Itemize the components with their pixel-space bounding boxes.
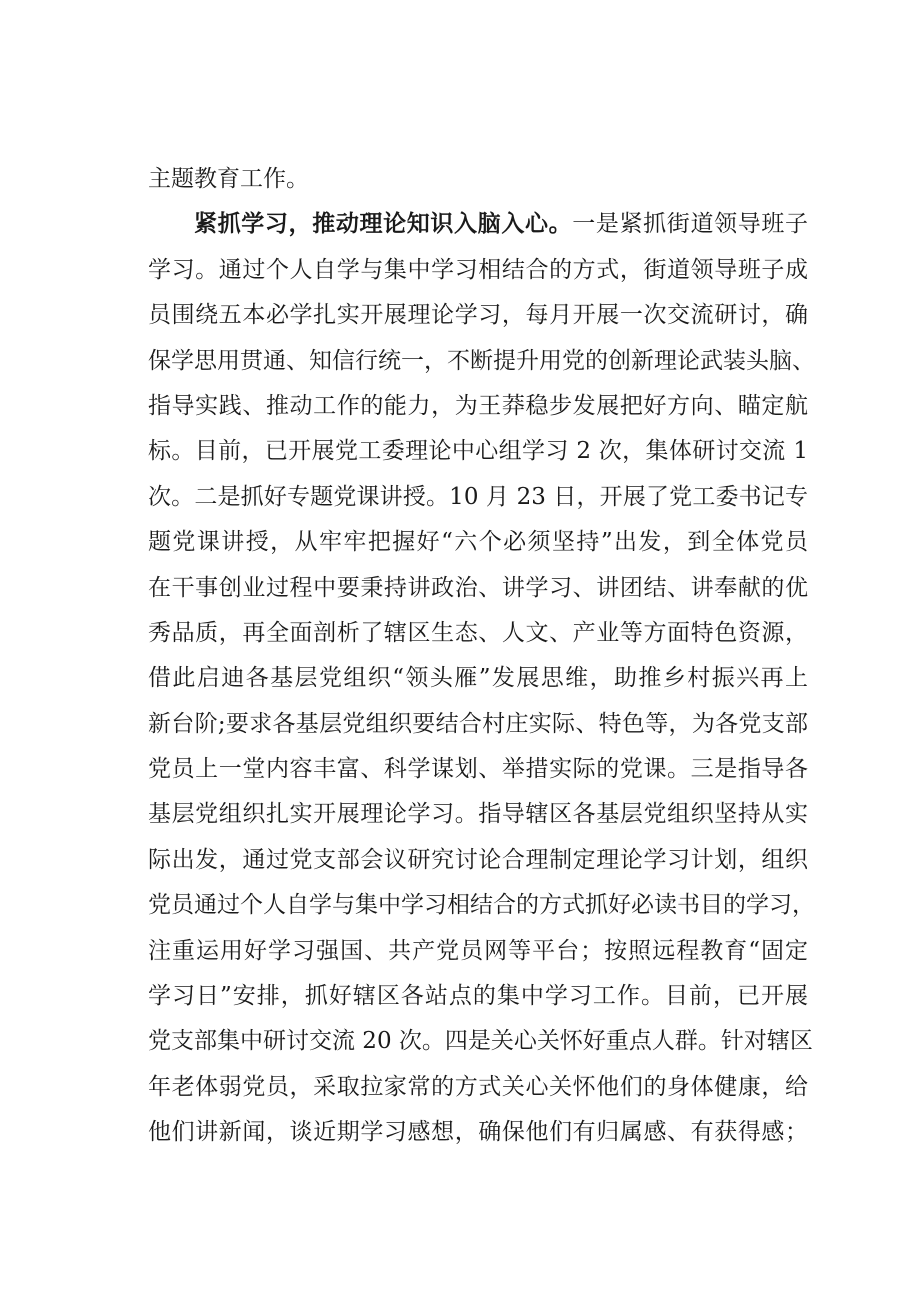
text-line: 党员上一堂内容丰富、科学谋划、举措实际的党课。三是指导各 — [148, 756, 808, 783]
text-line: 员围绕五本必学扎实开展理论学习，每月开展一次交流研讨，确 — [148, 302, 808, 329]
text-line: 际出发，通过党支部会议研究讨论合理制定理论学习计划，组织 — [148, 846, 808, 873]
text-line: 学习。通过个人自学与集中学习相结合的方式，街道领导班子成 — [148, 256, 808, 283]
text-line: 党支部集中研讨交流 20 次。四是关心关怀好重点人群。针对辖区 — [148, 1028, 813, 1055]
text-line: 标。目前，已开展党工委理论中心组学习 2 次，集体研讨交流 1 — [148, 438, 808, 465]
text-line: 年老体弱党员，采取拉家常的方式关心关怀他们的身体健康，给 — [148, 1073, 808, 1100]
text-line: 一是紧抓街道领导班子 — [572, 211, 809, 238]
text-line: 保学思用贯通、知信行统一，不断提升用党的创新理论武装头脑、 — [148, 347, 815, 374]
section-heading: 紧抓学习，推动理论知识入脑入心。 — [194, 211, 573, 238]
text-line: 基层党组织扎实开展理论学习。指导辖区各基层党组织坚持从实 — [148, 801, 808, 828]
text-line: 新台阶;要求各基层党组织要结合村庄实际、特色等，为各党支部 — [148, 710, 808, 737]
text-line: 党员通过个人自学与集中学习相结合的方式抓好必读书目的学习， — [148, 892, 815, 919]
text-line: 指导实践、推动工作的能力，为王莽稳步发展把好方向、瞄定航 — [148, 392, 808, 419]
text-line: 学习日”安排，抓好辖区各站点的集中学习工作。目前，已开展 — [148, 983, 808, 1010]
paragraph-first-line — [148, 202, 808, 247]
text-line: 题党课讲授，从牢牢把握好“六个必须坚持”出发，到全体党员 — [148, 529, 808, 556]
text-line: 他们讲新闻，谈近期学习感想，确保他们有归属感、有获得感； — [148, 1119, 808, 1146]
text-line: 在干事创业过程中要秉持讲政治、讲学习、讲团结、讲奉献的优 — [148, 574, 808, 601]
text-line: 借此启迪各基层党组织“领头雁”发展思维，助推乡村振兴再上 — [148, 665, 808, 692]
text-line: 注重运用好学习强国、共产党员网等平台；按照远程教育“固定 — [148, 937, 808, 964]
text-line: 次。二是抓好专题党课讲授。10 月 23 日，开展了党工委书记专 — [148, 483, 808, 510]
text-line: 主题教育工作。 — [148, 166, 309, 192]
text-line: 秀品质，再全面剖析了辖区生态、人文、产业等方面特色资源， — [148, 619, 808, 646]
body-text — [148, 157, 815, 1156]
